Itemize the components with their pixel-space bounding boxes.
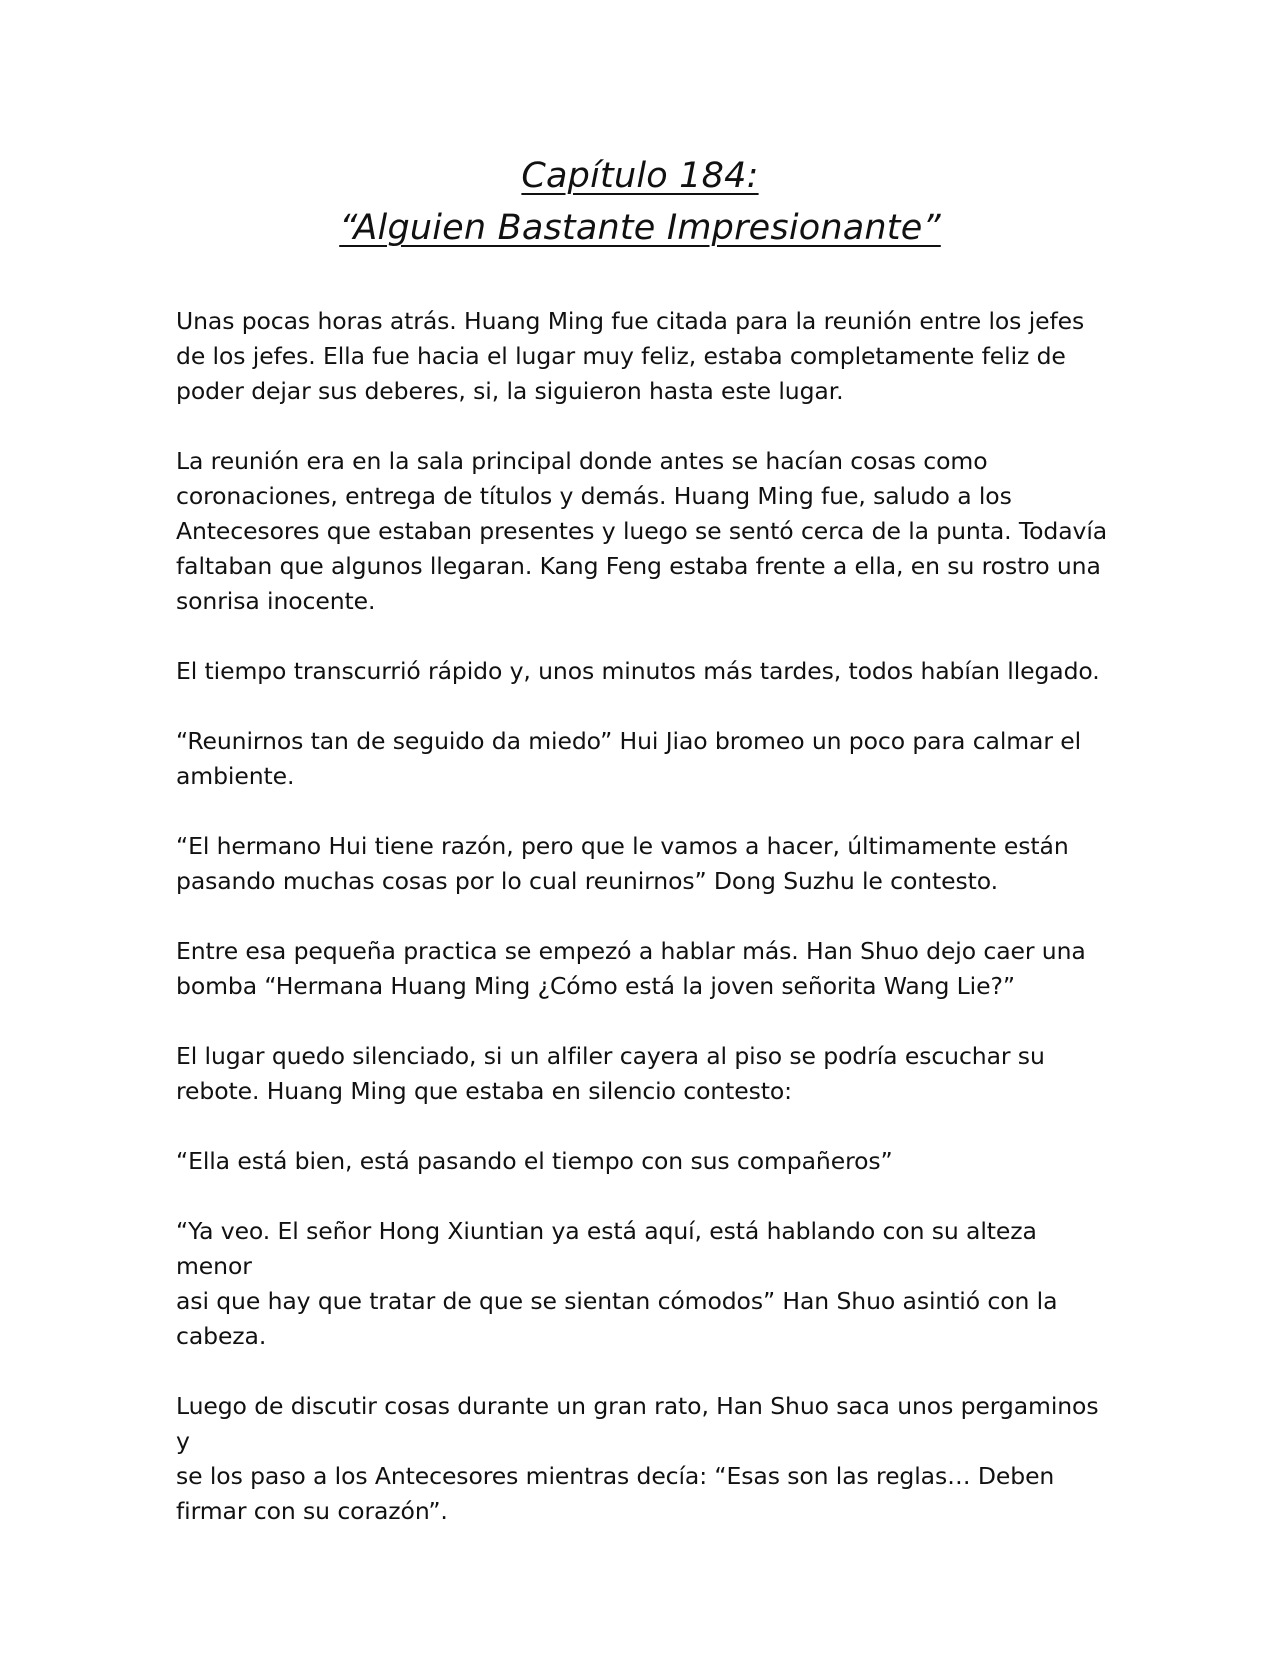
paragraph: La reunión era en la sala principal donde antes se hacían cosas como coronaciones, entrega de títulos y demás. Huang Ming fue, saludo a los Antecesores que estaban presentes y luego se sentó cerca de la punta. Todavía faltaban que algunos llegaran. Kang Feng estaba frente a ella, en su rostro una sonrisa inocente. [176,447,1108,615]
paragraph: “El hermano Hui tiene razón, pero que le vamos a hacer, últimamente están pasando muchas cosas por lo cual reunirnos” Dong Suzhu le contesto. [176,832,1069,895]
chapter-body [176,304,1116,1564]
paragraph: Unas pocas horas atrás. Huang Ming fue citada para la reunión entre los jefes de los jefes. Ella fue hacia el lugar muy feliz, estaba completamente feliz de poder dejar sus deberes, si, la siguieron hasta este lugar. [176,307,1085,405]
chapter-subtitle: “Alguien Bastante Impresionante” [339,208,941,248]
chapter-title [0,150,1280,254]
paragraph: “Reunirnos tan de seguido da miedo” Hui Jiao bromeo un poco para calmar el ambiente. [176,727,1082,790]
paragraph: El lugar quedo silenciado, si un alfiler cayera al piso se podría escuchar su rebote. Huang Ming que estaba en silencio contesto: [176,1042,1045,1105]
paragraph: Luego de discutir cosas durante un gran rato, Han Shuo saca unos pergaminos y se los paso a los Antecesores mientras decía: “Esas son las reglas… Deben firmar con su corazón”. [176,1392,1099,1525]
paragraph: Entre esa pequeña practica se empezó a hablar más. Han Shuo dejo caer una bomba “Hermana Huang Ming ¿Cómo está la joven señorita Wang Lie?” [176,937,1086,1000]
paragraph: El tiempo transcurrió rápido y, unos minutos más tardes, todos habían llegado. [176,657,1100,685]
paragraph: “Ya veo. El señor Hong Xiuntian ya está aquí, está hablando con su alteza menor asi que hay que tratar de que se sientan cómodos” Han Shuo asintió con la cabeza. [176,1217,1058,1350]
chapter-number: Capítulo 184: [521,156,759,196]
paragraph: “Ella está bien, está pasando el tiempo con sus compañeros” [176,1147,893,1175]
